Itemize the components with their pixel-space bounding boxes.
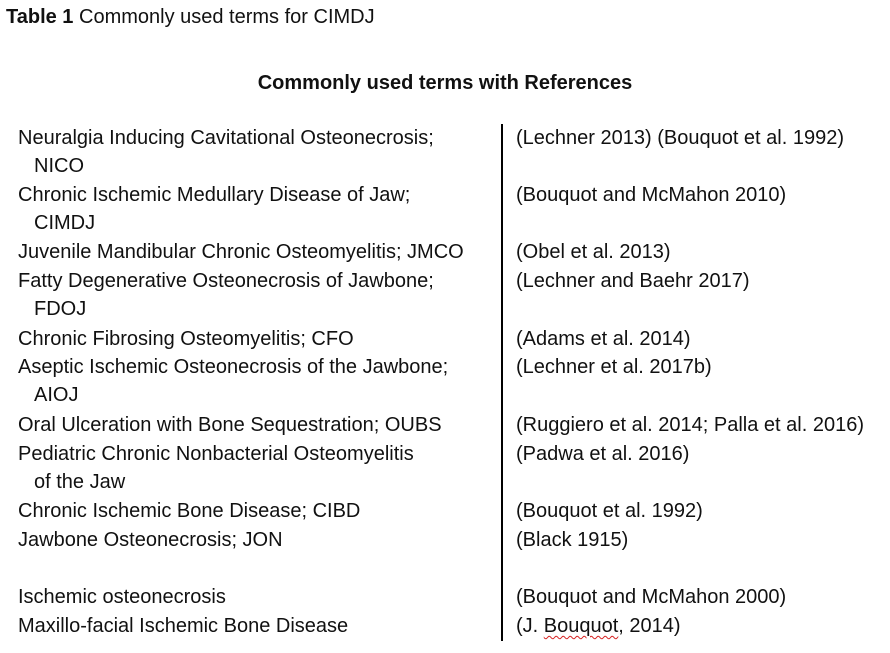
table-caption-label: Table 1	[6, 6, 74, 28]
table-row-term	[18, 325, 354, 353]
table-row-reference: (Lechner and Baehr 2017)	[516, 270, 750, 292]
term-text: Fatty Degenerative Osteonecrosis of Jawbone;	[18, 270, 434, 292]
table-row-term	[18, 497, 360, 525]
table-caption-text: Commonly used terms for CIMDJ	[79, 6, 375, 28]
table-row-reference: (Ruggiero et al. 2014; Palla et al. 2016)	[516, 414, 864, 436]
term-continuation: FDOJ	[34, 298, 87, 320]
table-row-term	[18, 124, 434, 180]
table-row-term	[18, 583, 226, 611]
table-row-reference: (Bouquot and McMahon 2000)	[516, 586, 787, 608]
column-divider	[501, 124, 503, 641]
term-text: Maxillo-facial Ischemic Bone Disease	[18, 615, 349, 637]
table-row-reference: (Padwa et al. 2016)	[516, 443, 690, 465]
term-text: Oral Ulceration with Bone Sequestration; OUBS	[18, 414, 442, 436]
table-row-reference	[516, 612, 681, 640]
table-row-reference: (Lechner 2013) (Bouquot et al. 1992)	[516, 127, 844, 149]
term-text: Pediatric Chronic Nonbacterial Osteomyelitis	[18, 443, 414, 465]
term-continuation: CIMDJ	[34, 212, 96, 234]
table-row-reference: (Lechner et al. 2017b)	[516, 356, 712, 378]
term-text: Neuralgia Inducing Cavitational Osteonecrosis;	[18, 127, 434, 149]
table-row-reference: (Bouquot and McMahon 2010)	[516, 184, 787, 206]
table-row-reference: (Obel et al. 2013)	[516, 241, 671, 263]
table-row-term	[18, 612, 348, 640]
term-continuation: AIOJ	[34, 384, 79, 406]
table-row-reference: (Adams et al. 2014)	[516, 328, 691, 350]
table-heading: Commonly used terms with References	[257, 72, 633, 94]
table-row-reference: (Bouquot et al. 1992)	[516, 500, 703, 522]
term-text: Ischemic osteonecrosis	[18, 586, 226, 608]
term-text: Jawbone Osteonecrosis; JON	[18, 529, 283, 551]
term-continuation: of the Jaw	[34, 471, 126, 493]
term-text: Chronic Fibrosing Osteomyelitis; CFO	[18, 328, 354, 350]
table-row-term	[18, 411, 442, 439]
reference-prefix: (J.	[516, 615, 544, 637]
table-caption	[6, 4, 375, 30]
term-text: Aseptic Ischemic Osteonecrosis of the Jawbone;	[18, 356, 449, 378]
table-row-term	[18, 238, 464, 266]
table-row-term	[18, 267, 434, 323]
term-text: Chronic Ischemic Medullary Disease of Jaw;	[18, 184, 411, 206]
table-row-reference: (Black 1915)	[516, 529, 629, 551]
table-row-term	[18, 181, 410, 237]
table-row-term	[18, 440, 414, 496]
term-text: Juvenile Mandibular Chronic Osteomyelitis; JMCO	[18, 241, 464, 263]
table-row-term	[18, 353, 448, 409]
term-continuation: NICO	[34, 155, 84, 177]
reference-suffix: , 2014)	[618, 615, 681, 637]
term-text: Chronic Ischemic Bone Disease; CIBD	[18, 500, 361, 522]
table-row-term	[18, 526, 283, 554]
spellcheck-flagged-word: Bouquot	[543, 615, 619, 637]
